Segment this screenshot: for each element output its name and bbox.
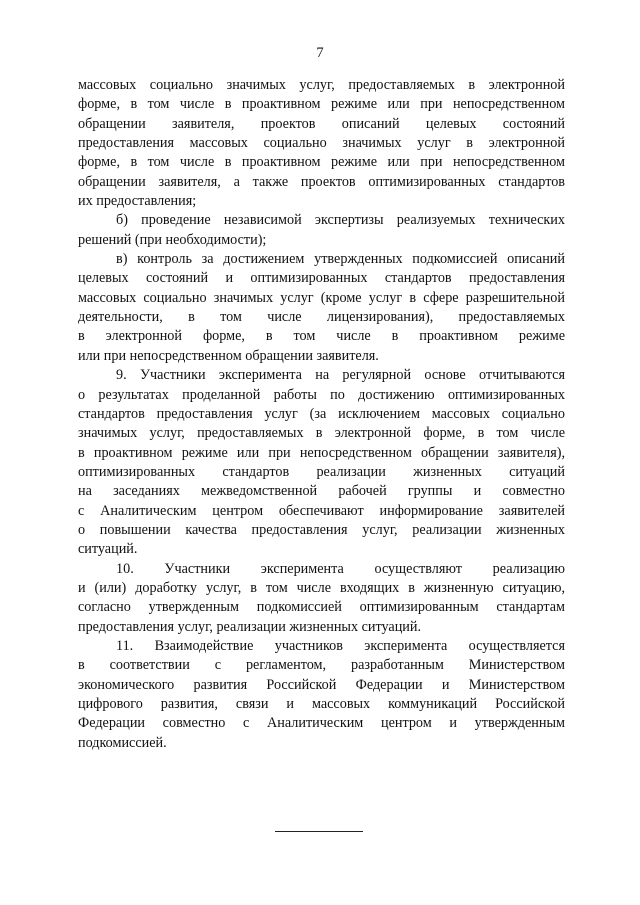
text-line: 9. Участники эксперимента на регулярной основе отчитываются (116, 367, 565, 384)
text-line: Федерации совместно с Аналитическим центром и утвержденным (78, 715, 565, 732)
text-line: обращении заявителя, а также проектов оптимизированных стандартов (78, 173, 565, 190)
text-line: их предоставления; (78, 193, 197, 210)
text-line: предоставления массовых социально значимых услуг в электронной (78, 135, 565, 152)
text-line: ситуаций. (78, 541, 138, 558)
text-line: с Аналитическим центром обеспечивают информирование заявителей (78, 502, 565, 519)
text-line: предоставления услуг, реализации жизненных ситуаций. (78, 618, 422, 635)
text-line: решений (при необходимости); (78, 231, 267, 248)
text-line: подкомиссией. (78, 734, 167, 751)
text-line: целевых состояний и оптимизированных стандартов предоставления (78, 270, 565, 287)
text-line: цифрового развития, связи и массовых коммуникаций Российской (78, 696, 565, 712)
text-line: деятельности, в том числе лицензирования), предоставляемых (78, 309, 565, 326)
text-line: 10. Участники эксперимента осуществляют реализацию (116, 560, 565, 577)
text-line: значимых услуг, предоставляемых в электронной форме, в том числе (78, 425, 565, 442)
text-line: массовых социально значимых услуг, предоставляемых в электронной (78, 77, 565, 93)
text-line: обращении заявителя, проектов описаний целевых состояний (78, 115, 565, 132)
document-body (78, 76, 565, 753)
text-line: в соответствии с регламентом, разработанным Министерством (78, 657, 565, 674)
text-line: и (или) доработку услуг, в том числе входящих в жизненную ситуацию, (78, 579, 565, 596)
text-line: согласно утвержденным подкомиссией оптимизированным стандартам (78, 599, 565, 616)
end-separator-line (275, 831, 363, 832)
text-line: стандартов предоставления услуг (за исключением массовых социально (78, 405, 565, 422)
text-line: б) проведение независимой экспертизы реализуемых технических (116, 212, 565, 229)
text-line: в проактивном режиме или при непосредственном обращении заявителя), (78, 444, 565, 461)
page-number: 7 (316, 45, 324, 61)
text-line: оптимизированных стандартов реализации жизненных ситуаций (78, 463, 565, 480)
text-line: о повышении качества предоставления услуг, реализации жизненных (78, 521, 565, 538)
text-line: или при непосредственном обращении заявителя. (78, 347, 379, 364)
text-line: форме, в том числе в проактивном режиме или при непосредственном (78, 96, 565, 113)
text-line: в) контроль за достижением утвержденных подкомиссией описаний (116, 251, 565, 268)
text-line: экономического развития Российской Федерации и Министерством (78, 676, 565, 693)
text-line: массовых социально значимых услуг (кроме услуг в сфере разрешительной (78, 289, 565, 306)
text-line: о результатах проделанной работы по достижению оптимизированных (78, 386, 565, 403)
text-line: 11. Взаимодействие участников эксперимента осуществляется (116, 637, 565, 654)
text-line: в электронной форме, в том числе в проактивном режиме (78, 328, 565, 345)
text-line: форме, в том числе в проактивном режиме или при непосредственном (78, 154, 565, 171)
text-line: на заседаниях межведомственной рабочей группы и совместно (78, 483, 565, 500)
